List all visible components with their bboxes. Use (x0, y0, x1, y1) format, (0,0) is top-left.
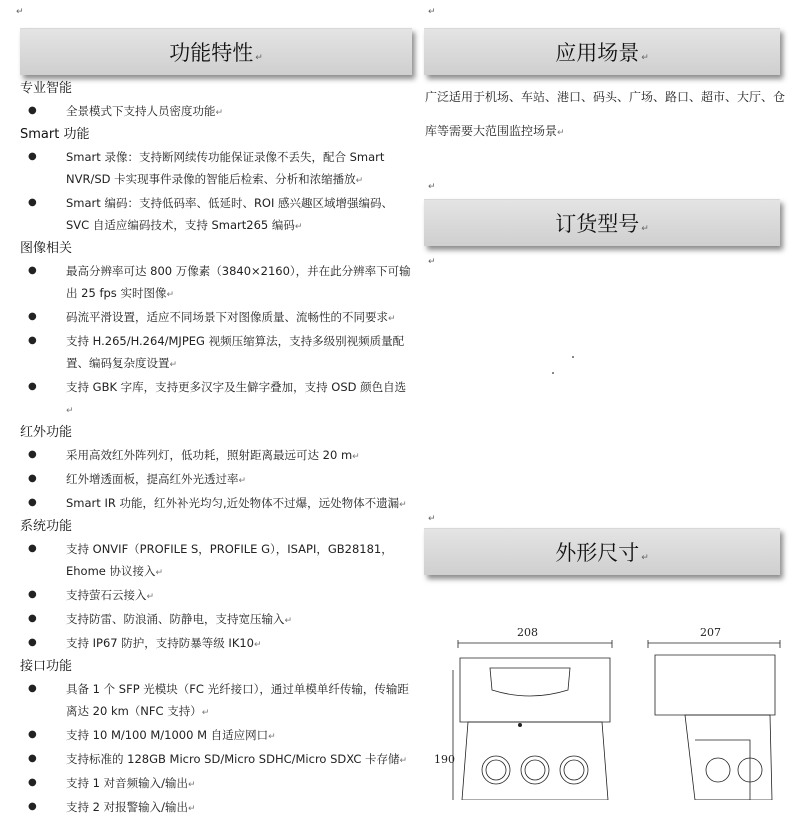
feature-item (20, 376, 420, 422)
bullet-icon: ● (28, 265, 37, 276)
feature-item (20, 492, 420, 516)
features-banner: 功能特性 ↵ (20, 28, 412, 75)
bullet-icon: ● (28, 449, 37, 460)
bullet-icon: ● (28, 801, 37, 812)
paragraph-mark: ↵ (201, 708, 210, 718)
features-title: 功能特性 (169, 41, 254, 65)
paragraph-mark: ↵ (388, 314, 396, 324)
feature-item (20, 146, 420, 192)
scenario-banner: 应用场景 ↵ (424, 28, 780, 75)
dimension-width-front: 208 (517, 626, 538, 639)
scenario-text: 广泛适用于机场、车站、港口、码头、广场、路口、超市、大厅、仓库等需要大范围监控场景↵ (425, 90, 786, 138)
paragraph-mark: ↵ (155, 568, 164, 578)
feature-item-text: 采用高效红外阵列灯，低功耗，照射距离最远可达 20 m (66, 448, 353, 462)
bullet-icon: ● (28, 729, 37, 740)
feature-item-text: 支持 ONVIF（PROFILE S，PROFILE G），ISAPI，GB28181，Ehome 协议接入 (66, 542, 393, 578)
bullet-icon: ● (28, 683, 37, 694)
feature-item-text: Smart IR 功能，红外补光均匀,近处物体不过爆，远处物体不遗漏 (66, 496, 400, 510)
feature-item (20, 632, 420, 656)
feature-item-text: 支持 GBK 字库，支持更多汉字及生僻字叠加，支持 OSD 颜色自选 (66, 380, 407, 394)
corner-mark: ↵ (428, 182, 436, 192)
paragraph-mark: ↵ (352, 452, 360, 462)
order-banner: 订货型号 ↵ (424, 199, 780, 246)
bullet-icon: ● (28, 473, 37, 484)
feature-category: 系统功能 (20, 519, 73, 534)
feature-item (20, 678, 420, 724)
corner-mark: ↵ (428, 514, 436, 524)
feature-item (20, 192, 420, 238)
feature-item-text: 支持萤石云接入 (66, 588, 147, 602)
feature-item-text: 支持 1 对音频输入/输出 (66, 776, 189, 790)
indicator-dot (518, 723, 522, 727)
bullet-icon: ● (28, 589, 37, 600)
feature-item (20, 608, 420, 632)
corner-mark: ↵ (428, 257, 436, 267)
paragraph-mark: ↵ (399, 500, 407, 510)
corner-mark: ↵ (428, 7, 436, 17)
paragraph-mark: ↵ (238, 476, 247, 486)
paragraph-mark: ↵ (284, 616, 293, 626)
feature-item-text: 支持标准的 128GB Micro SD/Micro SDHC/Micro SDXC 卡存储 (66, 752, 400, 766)
paragraph-mark: ↵ (215, 108, 224, 118)
dimension-width-side: 207 (700, 626, 721, 639)
feature-item-text: 全景模式下支持人员密度功能 (66, 104, 216, 118)
bullet-icon: ● (28, 311, 37, 322)
feature-item (20, 260, 420, 306)
dimension-drawing (450, 640, 790, 800)
feature-item-text: 支持 IP67 防护，支持防暴等级 IK10 (66, 636, 254, 650)
feature-item-text: 红外增透面板，提高红外光透过率 (66, 472, 239, 486)
feature-item (20, 584, 420, 608)
bullet-icon: ● (28, 381, 37, 392)
feature-item (20, 330, 420, 376)
bullet-icon: ● (28, 613, 37, 624)
paragraph-mark: ↵ (268, 732, 276, 742)
feature-category: 接口功能 (20, 659, 73, 674)
bullet-icon: ● (28, 777, 37, 788)
order-title: 订货型号 (555, 212, 640, 236)
bullet-icon: ● (28, 497, 37, 508)
scenario-title: 应用场景 (555, 41, 640, 65)
dimension-height: 190 (434, 753, 455, 766)
feature-item (20, 468, 420, 492)
bullet-icon: ● (28, 105, 37, 116)
paragraph-mark: ↵ (254, 640, 262, 650)
bullet-icon: ● (28, 543, 37, 554)
paragraph-mark: ↵ (188, 804, 196, 814)
bullet-icon: ● (28, 335, 37, 346)
feature-item (20, 100, 420, 124)
paragraph-mark: ↵ (169, 360, 178, 370)
feature-item-text: 支持 10 M/100 M/1000 M 自适应网口 (66, 728, 269, 742)
bullet-icon: ● (28, 197, 37, 208)
paragraph-mark: ↵ (146, 592, 155, 602)
feature-item (20, 772, 420, 796)
corner-mark: ↵ (16, 7, 24, 17)
paragraph-mark: ↵ (188, 780, 196, 790)
feature-item-text: 码流平滑设置，适应不同场景下对图像质量、流畅性的不同要求 (66, 310, 388, 324)
feature-item-text: Smart 编码：支持低码率、低延时、ROI 感兴趣区域增强编码、SVC 自适应编码技术，支持 Smart265 编码 (66, 196, 394, 232)
paragraph-mark: ↵ (166, 290, 174, 300)
feature-item (20, 306, 420, 330)
feature-item (20, 748, 420, 772)
stray-dot (572, 356, 574, 358)
feature-category: 专业智能 (20, 81, 73, 96)
feature-item-text: 支持防雷、防浪涌、防静电，支持宽压输入 (66, 612, 285, 626)
stray-dot (552, 372, 554, 374)
feature-list (20, 78, 420, 820)
bullet-icon: ● (28, 753, 37, 764)
feature-item-text: 具备 1 个 SFP 光模块（FC 光纤接口），通过单模单纤传输，传输距离达 20 km（NFC 支持） (66, 682, 409, 718)
feature-item-text: 最高分辨率可达 800 万像素（3840×2160），并在此分辨率下可输出 25 fps 实时图像 (66, 264, 411, 300)
feature-item-text: 支持 2 对报警输入/输出 (66, 800, 189, 814)
bullet-icon: ● (28, 637, 37, 648)
dimension-banner: 外形尺寸 ↵ (424, 528, 780, 575)
dimension-title: 外形尺寸 (555, 541, 640, 565)
feature-category: 红外功能 (20, 425, 73, 440)
bullet-icon: ● (28, 151, 37, 162)
feature-item (20, 538, 420, 584)
paragraph-mark: ↵ (355, 176, 364, 186)
feature-item (20, 724, 420, 748)
feature-category: Smart 功能 (20, 127, 90, 142)
paragraph-mark: ↵ (399, 756, 408, 766)
feature-category: 图像相关 (20, 241, 73, 256)
feature-item-text: Smart 录像：支持断网续传功能保证录像不丢失，配合 Smart NVR/SD 卡实现事件录像的智能后检索、分析和浓缩播放 (66, 150, 385, 186)
feature-item (20, 444, 420, 468)
feature-item-text: 支持 H.265/H.264/MJPEG 视频压缩算法，支持多级别视频质量配置、编码复杂度设置 (66, 334, 405, 370)
paragraph-mark: ↵ (294, 222, 303, 232)
paragraph-mark: ↵ (66, 406, 74, 416)
